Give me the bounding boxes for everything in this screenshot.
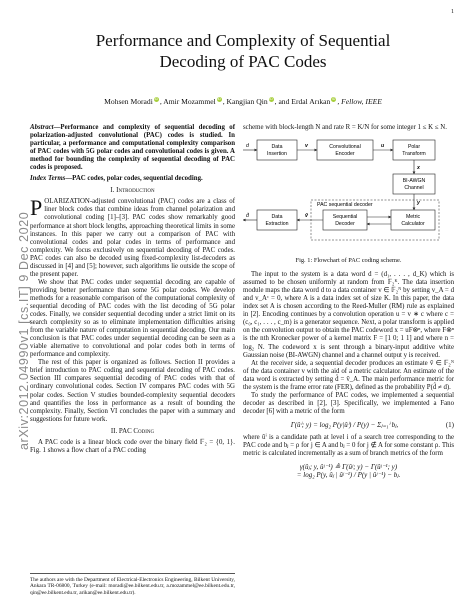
author-3: , Kangjian Qin	[222, 97, 268, 106]
orcid-icon[interactable]: iD	[217, 97, 221, 102]
metric-calculator-label-1: Metric	[405, 214, 421, 221]
right-paragraph-1: The input to the system is a data word d = (d₁, . . . , d_K) which is assumed to be chosen uniformly at random from 𝔽₂ᴷ. The data insertion module maps the data word d to a data container v ∈ 𝔽₂ᴺ by setting v_A = d and v_Aᶜ = 0, where A is a data index set of size K. In this paper, the data index set A is chosen according to the Reed-Muller (RM) rule as explained in [2]. Encoding continues by a convolution operation u = v ∗ c where c = (c₀, c₁, . . . , c_m) is a generator sequence. Next, a polar transform is applied on the convolution output to obtain the PAC codeword x = uF⊗ⁿ, where F⊗ⁿ is the nth Kronecker power of a kernel matrix F = [1 0; 1 1] and where n = log₂ N. The codeword x is sent through a binary-input additive white Gaussian noise (BI-AWGN) channel and a channel output y is received.	[243, 271, 454, 359]
abstract	[30, 124, 235, 172]
orcid-icon[interactable]: iD	[332, 97, 336, 102]
channel-label-2: Channel	[404, 185, 424, 192]
decoder-region-label: PAC sequential decoder	[317, 202, 373, 209]
signal-x: x	[417, 165, 420, 172]
equation-1-body: Γ(ûⁱ; y) = log₂ P(y|ûⁱ) / P(y) − Σⱼ₌₁ⁱ bⱼ,	[290, 420, 399, 429]
intro-paragraph-3: The rest of this paper is organized as follows. Section II provides a brief introduction to PAC coding and sequential decoding of PAC codes. Section III compares sequential decoding of PAC codes with that of ordinary convolutional codes. Section IV compares PAC codes with 5G polar codes. Section V studies bounded-complexity sequential decoders and quantifies the loss in performance as a result of bounding the complexity. Finally, Section VI concludes the paper with a summary and suggestions for future work.	[30, 359, 235, 423]
index-terms-text: —PAC codes, polar codes, sequential decoding.	[65, 175, 203, 183]
polar-transform-box	[393, 140, 435, 160]
drop-cap: P	[30, 195, 43, 221]
metric-calculator-label-2: Calculator	[401, 221, 425, 228]
conv-encoder-box	[317, 140, 373, 160]
index-terms	[30, 175, 235, 183]
footnote: The authors are with the Department of Electrical-Electronics Engineering, Bilkent University, Ankara TR-06800, Turkey (e-mail: moradi@ee.bilkent.edu.tr, a.mozammel@ee.bilkent.edu.tr, qin@ee.bilkent.edu.tr, arikan@ee.bilkent.edu.tr).	[30, 573, 235, 596]
paper-title	[30, 30, 456, 72]
abstract-label: Abstract	[30, 124, 54, 131]
equation-1	[243, 421, 454, 429]
intro-paragraph-2: We show that PAC codes under sequential decoding are capable of providing better performance than some 5G polar codes. We develop methods for a reasonable comparison of the computational complexity of sequential decoding of PAC codes with the list decoding of 5G polar codes. Finally, we consider sequential decoding under a strict limit on its search complexity so as to eliminate implementation difficulties arising from the variable nature of computation in sequential decoding. Our main conclusion is that PAC codes under sequential decoding can be seen as a viable alternative to convolutional and polar codes both in terms of performance and complexity.	[30, 278, 235, 359]
arxiv-stamp	[3, 160, 31, 450]
metric-calculator-box	[391, 210, 435, 230]
intro-paragraph-1	[30, 195, 235, 278]
data-extraction-box	[257, 210, 297, 230]
right-top-text: scheme with block-length N and rate R = K/N for some integer 1 ≤ K ≤ N.	[243, 124, 447, 131]
abstract-text: —Performance and complexity of sequential decoding of polarization-adjusted convolutional (PAC) codes is studied. In particular, a performance and computational complexity comparison of PAC codes with 5G polar codes and convolutional codes is given. A method for bounding the complexity of sequential decoding of PAC codes is proposed.	[30, 124, 235, 172]
signal-dhat: d̂	[246, 213, 249, 220]
right-paragraph-3: To study the performance of PAC codes, we implemented a sequential decoder as described in [2], [3]. Specifically, we implemented a Fano decoder [6] with a metric of the form	[243, 391, 454, 415]
equation-2-line-1: γ(ûⱼ; y, ûʲ⁻¹) ≜ Γ(ûʲ; y) − Γ(ûʲ⁻¹; y)	[299, 463, 398, 472]
channel-label-1: BI-AWGN	[402, 178, 426, 185]
figure-caption: Fig. 1: Flowchart of PAC coding scheme.	[295, 257, 402, 265]
signal-d: d	[246, 143, 249, 150]
data-extraction-label-2: Extraction	[265, 221, 289, 228]
index-terms-label: Index Terms	[30, 175, 66, 183]
author-suffix: , Fellow, IEEE	[337, 97, 382, 106]
polar-transform-label-2: Transform	[402, 151, 426, 158]
polar-transform-label-1: Polar	[407, 144, 421, 151]
intro-p1-text: OLARIZATION-adjusted convolutional (PAC) codes are a class of liner block codes that combine ideas from channel polarization and convolutional coding [1]–[3]. PAC codes show remarkably good performance at short block lengths, approaching theoretical limits in some instances. In this paper we carry out a comparison of PAC with convolutional codes and polar codes in terms of performance and complexity. We focus exclusively on sequential decoding of PAC codes. PAC codes can also be decoded using fixed-complexity list-decoders as discussed in [4] and [5]; however, such algorithms lie outside the scope of the present paper.	[30, 198, 235, 278]
data-insertion-box	[257, 140, 297, 160]
pac-paragraph: A PAC code is a linear block code over the binary field 𝔽₂ = {0, 1}. Fig. 1 shows a flow chart of a PAC coding	[30, 438, 235, 454]
right-paragraph-2: At the receiver side, a sequential decoder produces an estimate v̂ ∈ 𝔽₂ᴺ of the data container v with the aid of a metric calculator. An estimate of the data word is extracted by setting d̂ = v̂_A. The main performance metric for the system is the frame error rate (FER), defined as the probability P(d̂ ≠ d).	[243, 359, 454, 391]
title-line-1: Performance and Complexity of Sequential	[95, 31, 391, 50]
equation-1-number: (1)	[445, 420, 454, 429]
data-insertion-label-2: Insertion	[267, 151, 287, 158]
orcid-icon[interactable]: iD	[154, 97, 158, 102]
orcid-icon[interactable]: iD	[269, 97, 273, 102]
left-column	[30, 124, 235, 455]
author-2: , Amir Mozammel	[159, 97, 216, 106]
right-paragraph-4: where ûⁱ is a candidate path at level i of a search tree corresponding to the PAC code and bⱼ = ρ for j ∈ A and bⱼ = 0 for j ∉ A for some constant ρ. This metric is calculated incrementally as a sum of branch metrics of the form	[243, 433, 454, 458]
page-number: 1	[451, 9, 454, 15]
data-extraction-label-1: Data	[271, 214, 283, 221]
pac-flowchart	[243, 134, 454, 254]
figure-1	[243, 134, 454, 254]
section-heading-pac: II. PAC Coding	[110, 427, 155, 435]
equation-2	[243, 463, 454, 479]
signal-y: y	[417, 200, 420, 207]
author-list	[30, 97, 456, 106]
channel-box	[393, 174, 435, 194]
sequential-decoder-label-2: Decoder	[335, 221, 355, 228]
signal-u: u	[381, 143, 385, 150]
arxiv-stamp-text: arXiv:2012.04990v1 [cs.IT] 9 Dec 2020	[17, 211, 31, 450]
conv-encoder-label-2: Encoder	[335, 151, 355, 158]
title-line-2: Decoding of PAC Codes	[159, 52, 327, 71]
author-1: Mohsen Moradi	[104, 97, 153, 106]
signal-vhat: v̂	[305, 213, 308, 220]
sequential-decoder-box	[323, 210, 367, 230]
signal-v: v	[305, 143, 308, 150]
author-4: , and Erdal Arıkan	[274, 97, 331, 106]
data-insertion-label-1: Data	[271, 144, 283, 151]
section-heading-intro: I. Introduction	[110, 187, 155, 195]
sequential-decoder-label-1: Sequential	[332, 214, 358, 221]
right-column	[243, 124, 454, 484]
equation-2-line-2: = log₂ P(y, ûⱼ | ûʲ⁻¹) / P(y | ûʲ⁻¹) − bⱼ.	[296, 471, 401, 480]
conv-encoder-label-1: Convolutional	[329, 144, 361, 151]
